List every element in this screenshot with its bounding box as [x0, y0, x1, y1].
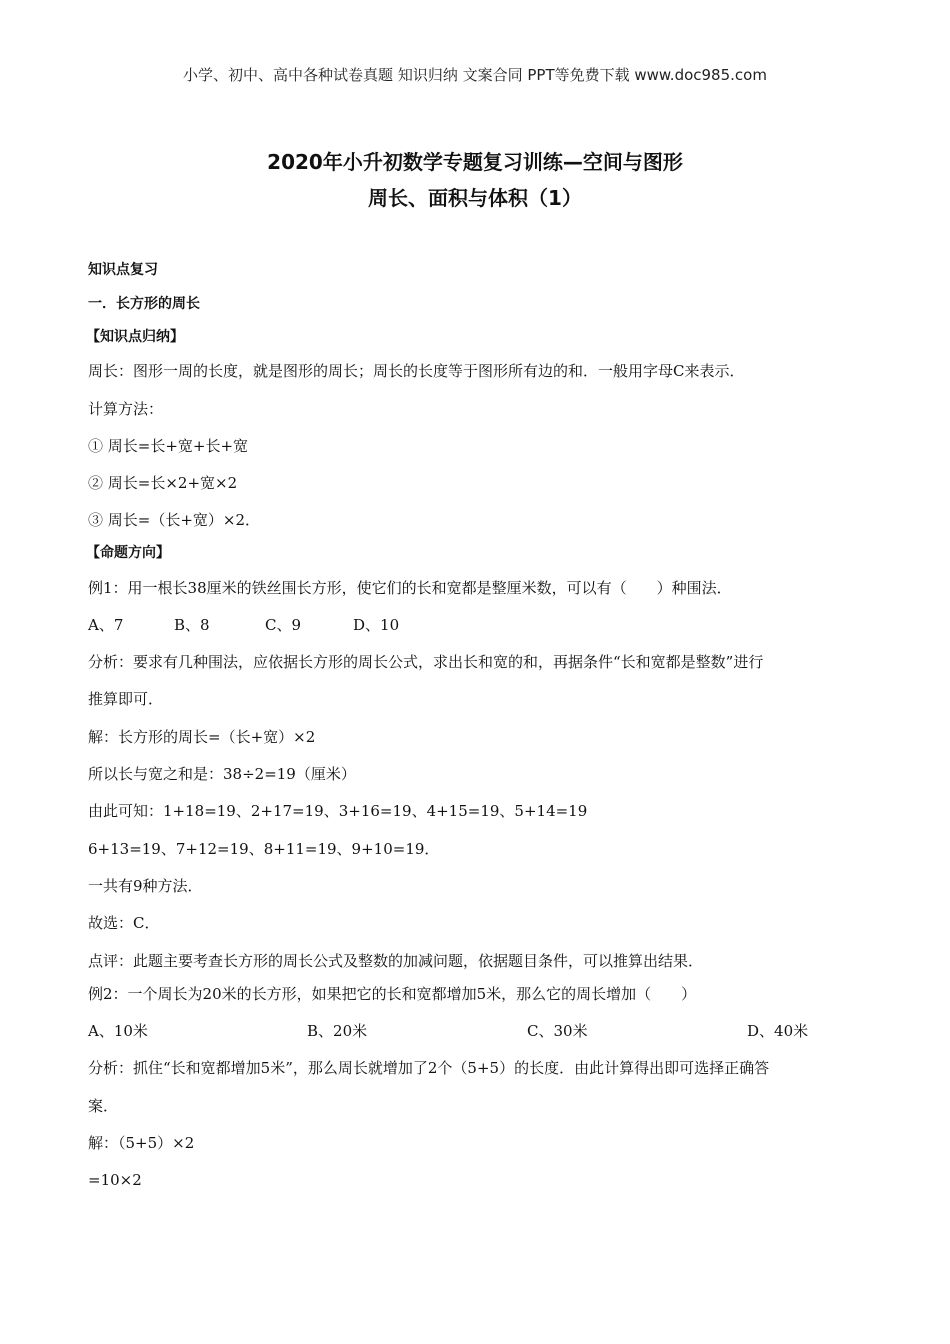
summary-heading: 【知识点归纳】	[86, 329, 184, 345]
example-2-analysis: 分析：抓住“长和宽都增加5米”，那么周长就增加了2个（5+5）的长度．由此计算得出即可选择正确答	[88, 1059, 770, 1077]
example-1-option-d: D、10	[353, 616, 400, 634]
example-1-solution-2: 所以长与宽之和是：38÷2=19（厘米）	[88, 765, 356, 783]
example-1-comment: 点评：此题主要考查长方形的周长公式及整数的加减问题，依据题目条件，可以推算出结果．	[88, 952, 704, 970]
section-one-heading: 一．长方形的周长	[88, 296, 200, 312]
example-2-option-b: B、20米	[307, 1022, 368, 1040]
calc-method-label: 计算方法：	[88, 400, 164, 418]
example-1-solution-1: 解：长方形的周长=（长+宽）×2	[88, 728, 316, 746]
example-1-analysis-cont: 推算即可．	[88, 690, 164, 708]
page-title: 2020年小升初数学专题复习训练—空间与图形	[267, 150, 683, 174]
example-2-question: 例2：一个周长为20米的长方形，如果把它的长和宽都增加5米，那么它的周长增加（ ）	[88, 985, 697, 1003]
section-review-heading: 知识点复习	[88, 262, 158, 278]
example-1-solution-5: 一共有9种方法．	[88, 877, 203, 895]
page-subtitle: 周长、面积与体积（1）	[368, 186, 582, 210]
example-2-option-a: A、10米	[88, 1022, 148, 1040]
example-1-option-a: A、7	[88, 616, 124, 634]
example-1-option-c: C、9	[265, 616, 302, 634]
example-2-solution-2: =10×2	[88, 1171, 142, 1189]
example-1-solution-4: 6+13=19、7+12=19、8+11=19、9+10=19．	[88, 840, 440, 858]
perimeter-definition: 周长：图形一周的长度，就是图形的周长；周长的长度等于图形所有边的和．一般用字母C来表示．	[88, 362, 745, 380]
example-1-choice: 故选：C．	[88, 914, 160, 932]
formula-3: ③ 周长=（长+宽）×2．	[88, 511, 261, 529]
example-2-analysis-cont: 案．	[88, 1097, 119, 1115]
example-1-solution-3: 由此可知：1+18=19、2+17=19、3+16=19、4+15=19、5+14=19	[88, 802, 588, 820]
page-header: 小学、初中、高中各种试卷真题 知识归纳 文案合同 PPT等免费下载 www.doc985.com	[183, 66, 767, 84]
example-1-question: 例1：用一根长38厘米的铁丝围长方形，使它们的长和宽都是整厘米数，可以有（ ）种围法．	[88, 579, 732, 597]
direction-heading: 【命题方向】	[86, 545, 170, 561]
example-1-analysis: 分析：要求有几种围法，应依据长方形的周长公式，求出长和宽的和，再据条件“长和宽都是整数”进行	[88, 653, 764, 671]
example-2-option-d: D、40米	[747, 1022, 809, 1040]
example-2-option-c: C、30米	[527, 1022, 588, 1040]
example-1-option-b: B、8	[174, 616, 210, 634]
example-2-solution-1: 解：（5+5）×2	[88, 1134, 195, 1152]
formula-2: ② 周长=长×2+宽×2	[88, 474, 238, 492]
formula-1: ① 周长=长+宽+长+宽	[88, 437, 249, 455]
